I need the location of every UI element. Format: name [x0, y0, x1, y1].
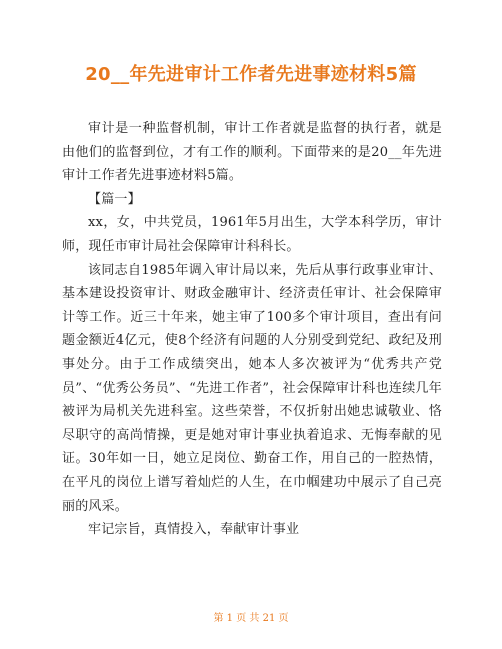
section-heading: 【篇一】 [88, 191, 141, 207]
paragraph-profile: xx，女，中共党员，1961年5月出生，大学本科学历，审计师，现任市审计局社会保障审计科科长。 [62, 215, 442, 254]
document-body [62, 117, 442, 542]
page-footer: 第 1 页 共 21 页 [213, 613, 289, 624]
paragraph-career: 该同志自1985年调入审计局以来，先后从事行政事业审计、基本建设投资审计、财政金融审计、经济责任审计、社会保障审计等工作。近三十年来，她主审了100多个审计项目，查出有问题金额近4亿元，使8个经济有问题的人分别受到党纪、政纪及刑事处分。由于工作成绩突出，她本人多次被评为“优秀共产党员”、“优秀公务员”、“先进工作者”，社会保障审计科也连续几年被评为局机关先进科室。这些荣誉，不仅折射出她忠诚敬业、恪尽职守的高尚情操，更是她对审计事业执着追求、无悔奉献的见证。30年如一日，她立足岗位、勤奋工作，用自己的一腔热情，在平凡的岗位上谱写着灿烂的人生，在巾帼建功中展示了自己亮丽的风采。 [62, 262, 442, 514]
paragraph-intro: 审计是一种监督机制，审计工作者就是监督的执行者，就是由他们的监督到位，才有工作的顺利。下面带来的是20__年先进审计工作者先进事迹材料5篇。 [62, 121, 442, 184]
document-title: 20__年先进审计工作者先进事迹材料5篇 [85, 64, 417, 85]
paragraph-subheading: 牢记宗旨，真情投入，奉献审计事业 [88, 522, 300, 538]
